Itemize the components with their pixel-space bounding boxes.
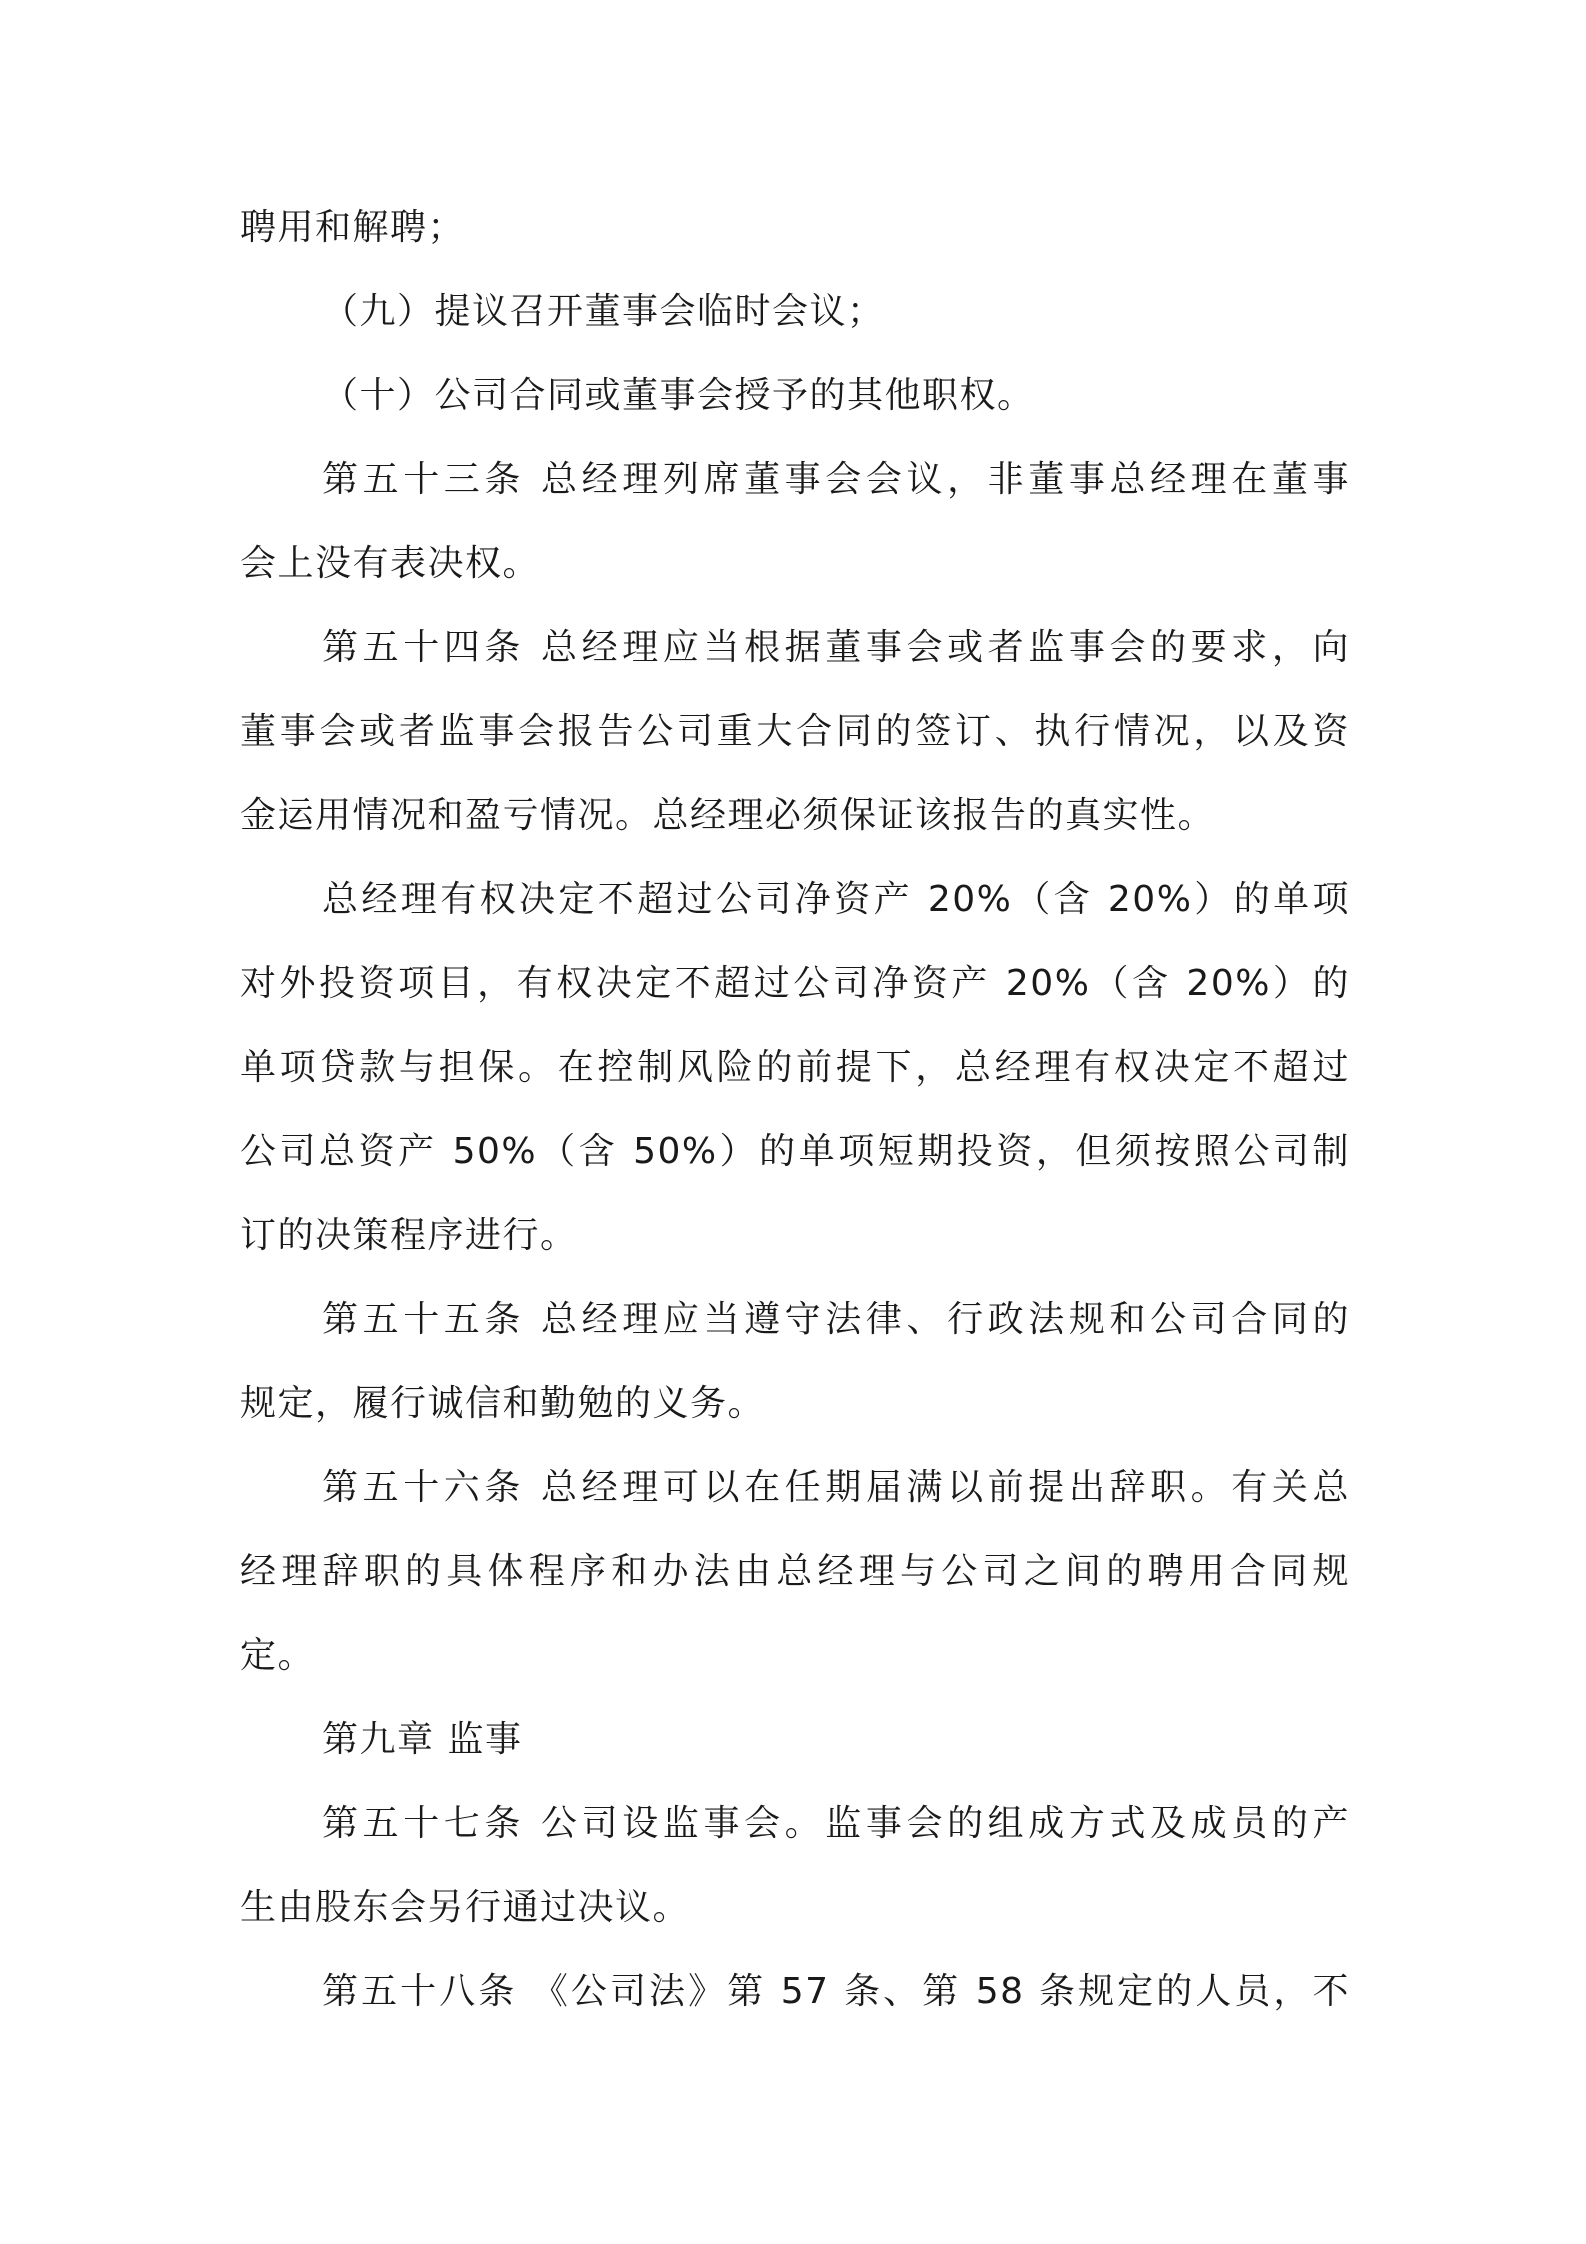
text-line: 公司总资产 50%（含 50%）的单项短期投资，但须按照公司制	[240, 1131, 1350, 1172]
text-line: 规定，履行诚信和勤勉的义务。	[240, 1383, 766, 1424]
text-line: 对外投资项目，有权决定不超过公司净资产 20%（含 20%）的	[240, 963, 1350, 1004]
text-line: 第五十六条 总经理可以在任期届满以前提出辞职。有关总	[322, 1467, 1350, 1508]
text-line: 第五十八条 《公司法》第 57 条、第 58 条规定的人员，不	[322, 1971, 1350, 2012]
text-line: 总经理有权决定不超过公司净资产 20%（含 20%）的单项	[322, 879, 1350, 920]
text-line: 订的决策程序进行。	[240, 1215, 578, 1256]
text-line: （十）公司合同或董事会授予的其他职权。	[322, 375, 1035, 416]
text-line: 单项贷款与担保。在控制风险的前提下，总经理有权决定不超过	[240, 1047, 1350, 1088]
text-line: 第五十七条 公司设监事会。监事会的组成方式及成员的产	[322, 1803, 1350, 1844]
text-line: 会上没有表决权。	[240, 543, 541, 584]
text-line: 第五十五条 总经理应当遵守法律、行政法规和公司合同的	[322, 1299, 1350, 1340]
text-line: 经理辞职的具体程序和办法由总经理与公司之间的聘用合同规	[240, 1551, 1350, 1592]
text-line: 第五十四条 总经理应当根据董事会或者监事会的要求，向	[322, 627, 1350, 668]
text-line: 董事会或者监事会报告公司重大合同的签订、执行情况，以及资	[240, 711, 1350, 752]
text-line: （九）提议召开董事会临时会议；	[322, 291, 885, 332]
text-line: 聘用和解聘；	[240, 207, 466, 248]
text-line: 生由股东会另行通过决议。	[240, 1887, 691, 1928]
text-line: 金运用情况和盈亏情况。总经理必须保证该报告的真实性。	[240, 795, 1216, 836]
chapter-heading: 第九章 监事	[322, 1719, 523, 1760]
text-line: 定。	[240, 1635, 316, 1676]
text-line: 第五十三条 总经理列席董事会会议，非董事总经理在董事	[322, 459, 1350, 500]
